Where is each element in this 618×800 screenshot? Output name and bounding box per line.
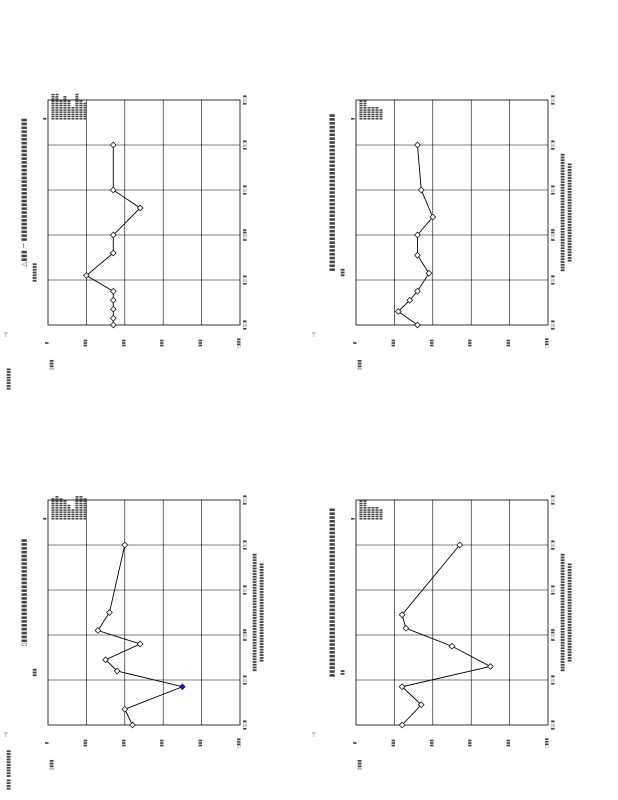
legend-item: ▮▮▮▮▮▮▮▮▮ xyxy=(362,500,367,520)
legend-item: ▮▮▮▮▮ xyxy=(378,508,383,520)
y-tick-label: ▯▮▮▮ xyxy=(237,738,242,748)
x-tick-label: ▮▯▯▮ xyxy=(551,320,556,330)
x-tick-label: ▮▯▯▮ xyxy=(551,95,556,105)
legend-header: ▮ xyxy=(43,117,48,120)
x-tick-label: ▮▯▯▮ xyxy=(243,720,248,730)
x-tick-label: ▮▯▯▮ xyxy=(551,275,556,285)
legend-item: ▮▮▮▮▮ xyxy=(378,108,383,120)
legend-item: ▮▮▮▮▮▮▮▮▮ xyxy=(358,500,363,520)
x-tick-label: ▮▯▯▮ xyxy=(551,540,556,550)
y-tick-label: ▮▮▮ xyxy=(506,739,512,747)
x-tick-label: ▮▯▯▮ xyxy=(243,585,248,595)
x-tick-label: ▮▯▯▮ xyxy=(551,585,556,595)
x-tick-label: ▮▯▯▮ xyxy=(243,185,248,195)
legend-header: ▮ xyxy=(43,517,48,520)
legend-item: ▮▮▮▮▮▮▮▮▮ xyxy=(362,100,367,120)
y-tick-label: ▮▮▮ xyxy=(468,339,474,347)
chart-subtitle: ▮▮▮ xyxy=(32,668,38,677)
page-mark-left: ▮▮▮▮ ▮▮▮▮▮▮▮▮▮▮ xyxy=(6,749,12,790)
y-tick-label: ▮▮▮ xyxy=(198,739,204,747)
y-tick-label: ▮▮▮ xyxy=(160,339,166,347)
x-tick-label: ▮▯▯▮ xyxy=(551,720,556,730)
legend-item: ▮▮▮▮▮▮▮▮▮▮▮ xyxy=(54,495,59,520)
legend-item: ▮▮▮▮▮▮▮▮▮▮▮ xyxy=(74,495,79,520)
side-glyph: ⊣ xyxy=(3,332,10,338)
y-tick-label: ▮▮▮ xyxy=(121,739,127,747)
legend-item: ▮▮▮▮▮▮ xyxy=(374,506,379,520)
caption-line: ▮▮▮▮▮▮▮▮▮▮▮▮▮▮▮▮▮▮▮▮▮▮▮▮▮▮▮▮▮▮▮▮▮▮▮▮ xyxy=(567,162,573,263)
legend-item: ▮▮▮▮▮▮▮▮▮ xyxy=(66,100,71,120)
chart-title: △▮▮▮ ─ ▮▮▮▮▮▮▮▮▮▮▮▮▮▮▮▮▮▮▮▮▮▮▮▮▮▮▮▮▮▮▮▮ xyxy=(20,118,28,267)
chart-subtitle: ▮▮▮ xyxy=(340,268,346,277)
x-tick-label: ▮▯▯▮ xyxy=(551,185,556,195)
y-tick-label: ▮▮▮ xyxy=(160,739,166,747)
legend-item: ▮▮▮▮▮ xyxy=(70,508,75,520)
x-tick-label: ▮▯▯▮ xyxy=(243,140,248,150)
legend-item: ▮▮▮▮▮▮▮▮▮▮ xyxy=(82,497,87,520)
x-tick-label: ▮▯▯▮▮ xyxy=(243,628,248,642)
y-tick-label: ▮▮▮ xyxy=(198,339,204,347)
legend-item: ▮▮▮▮▮▮▮ xyxy=(66,504,71,520)
x-tick-label: ▮▯▯▮ xyxy=(243,540,248,550)
legend-header: ▮ xyxy=(351,117,356,120)
caption-line: ▮▮▮▮▮▮▮▮▮▮▮▮▮▮▮▮▮▮▮▮▮▮▮▮▮▮▮▮▮▮▮▮▮▮▮▮ xyxy=(567,562,573,663)
legend-header: ▮ xyxy=(351,517,356,520)
x-tick-label: ▮▯▯▮ xyxy=(243,495,248,505)
caption-line: ▮▮▮▮▮▮▮▮▮▮▮▮▮▮▮▮▮▮▮▮▮▮▮▮▮▮▮▮▮▮▮▮▮▮▮▮▮▮▮▮▮▮▮ xyxy=(560,553,566,672)
x-tick-label: ▮▯▯▮ xyxy=(551,140,556,150)
y-tick-label: ▮ xyxy=(45,741,50,745)
x-tick-label: ▮▯▯▮ xyxy=(243,95,248,105)
legend-item: ▮▮▮▮▮▮▮▮▮▮▮▮ xyxy=(74,93,79,120)
caption-line: ▮▮▮▮▮▮▮▮▮▮▮▮▮▮▮▮▮▮▮▮▮▮▮▮▮▮▮▮▮▮▮▮▮▮▮▮▮▮▮▮▮▮▮ xyxy=(560,153,566,272)
y-tick-label: ▮▮▮ xyxy=(468,739,474,747)
y-tick-label: ▮▮▮ xyxy=(429,339,435,347)
x-tick-label: ▮▯▯▮ xyxy=(243,675,248,685)
y-tick-label: ▯▮▮▮ xyxy=(545,738,550,748)
y-tick-label: ▮▮▮ xyxy=(391,739,397,747)
x-tick-label: ▮▯▯▮ xyxy=(243,275,248,285)
x-tick-label: ▮▯▯▮▮ xyxy=(551,228,556,242)
side-glyph: ⊣ xyxy=(311,332,318,338)
page-mark-left-top: ▮▮▮▮▮▮▮▮ xyxy=(6,367,12,390)
legend-item: ▮▮▮▮▮▮▮▮▮▮▮ xyxy=(62,95,67,120)
legend-item: ▮▮▮▮▮▮▮▮▮▮▮ xyxy=(78,495,83,520)
legend-item: ▮▮▮▮▮▮▮▮▮ xyxy=(62,500,67,520)
legend-item: ▮▮▮▮▮▮▮▮▮▮▮▮ xyxy=(50,93,55,120)
y-tick-label: ▯▮▮▮ xyxy=(237,338,242,348)
legend-item: ▮▮▮▮▮▮▮▮▮▮▮▮ xyxy=(54,93,59,120)
y-axis-label: ▯▮▮▮ xyxy=(357,359,363,371)
x-tick-label: ▮▯▯▮▮ xyxy=(551,628,556,642)
y-axis-label: ▯▮▮▮ xyxy=(49,759,55,771)
y-tick-label: ▮▮▮ xyxy=(121,339,127,347)
side-glyph: ⊣ xyxy=(3,732,10,738)
x-tick-label: ▮▯▯▮ xyxy=(551,495,556,505)
x-tick-label: ▮▯▯▮ xyxy=(551,675,556,685)
y-tick-label: ▯▮▮▮ xyxy=(545,338,550,348)
y-axis-label: ▯▮▮▮ xyxy=(357,759,363,771)
chart-subtitle: ▮▮ xyxy=(340,669,346,676)
legend-item: ▮▮▮▮▮▮ xyxy=(70,106,75,120)
y-tick-label: ▮▮▮ xyxy=(83,339,89,347)
legend-item: ▮▮▮▮▮▮ xyxy=(374,106,379,120)
caption-line: ▮▮▮▮▮▮▮▮▮▮▮▮▮▮▮▮▮▮▮▮▮▮▮▮▮▮▮▮▮▮▮▮▮▮▮▮ xyxy=(259,562,265,663)
legend-item: ▮▮▮▮▮▮▮▮▮ xyxy=(78,100,83,120)
y-tick-label: ▮▮▮ xyxy=(83,739,89,747)
legend-item: ▮▮▮▮▮▮▮▮ xyxy=(82,102,87,120)
x-tick-label: ▮▯▯▮▮ xyxy=(243,228,248,242)
y-axis-label: ▯▮▮▮ xyxy=(49,359,55,371)
x-tick-label: ▮▯▯▮ xyxy=(243,320,248,330)
chart-title: ▮▮▮▮▮▮▮▮▮▮▮▮▮▮▮▮▮▮▮▮▮▮▮▮▮▮▮▮▮▮▮▮▮▮▮▮▮▮▮▮▮ xyxy=(328,113,336,272)
legend-item: ▮▮▮▮▮▮ xyxy=(370,106,375,120)
legend-item: ▮▮▮▮▮▮▮▮▮ xyxy=(58,100,63,120)
legend-item: ▮▮▮▮▮▮▮▮▮ xyxy=(358,100,363,120)
legend-item: ▮▮▮▮▮▮ xyxy=(366,506,371,520)
y-tick-label: ▮ xyxy=(353,741,358,745)
chart-title: ▮▮▮▮▮▮▮▮▮▮▮▮▮▮▮▮▮▮▮▮▮▮▮▮▮▮▮▮▮▮▮▮▮▮▮▮▮▮▮▮▮▮▮▮ xyxy=(328,507,336,678)
legend-item: ▮▮▮▮▮▮ xyxy=(366,106,371,120)
y-tick-label: ▮ xyxy=(353,341,358,345)
legend-item: ▮▮▮▮▮▮▮▮▮▮ xyxy=(58,497,63,520)
chart-subtitle: ▮▮▮▮▮▮▮ xyxy=(32,262,38,283)
y-tick-label: ▮▮▮ xyxy=(391,339,397,347)
y-tick-label: ▮▮▮ xyxy=(506,339,512,347)
chart-title: ▯▮▮▮▮▮▮▮▮▮▮▮▮▮▮▮▮▮▮▮▮▮▮▮▮▮▮▮ xyxy=(20,538,28,647)
caption-line: ▮▮▮▮▮▮▮▮▮▮▮▮▮▮▮▮▮▮▮▮▮▮▮▮▮▮▮▮▮▮▮▮▮▮▮▮▮▮▮▮▮▮▮ xyxy=(252,553,258,672)
side-glyph: ⊣ xyxy=(311,732,318,738)
legend-item: ▮▮▮▮▮▮▮▮▮▮ xyxy=(50,497,55,520)
legend-item: ▮▮▮▮▮▮ xyxy=(370,506,375,520)
y-tick-label: ▮ xyxy=(45,341,50,345)
y-tick-label: ▮▮▮ xyxy=(429,739,435,747)
